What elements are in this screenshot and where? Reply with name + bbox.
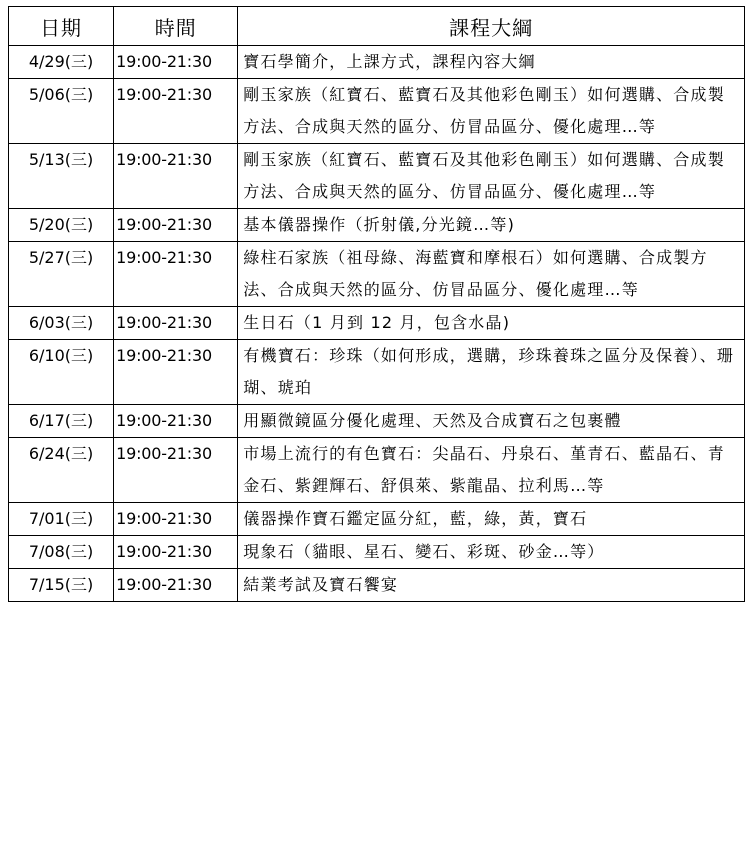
cell-outline: 市場上流行的有色寶石：尖晶石、丹泉石、堇青石、藍晶石、青金石、紫鋰輝石、舒俱萊、紫龍晶、拉利馬…等 (238, 438, 745, 503)
cell-outline: 生日石（1 月到 12 月，包含水晶) (238, 307, 745, 340)
cell-date: 7/08(三) (9, 536, 114, 569)
table-row (9, 503, 745, 536)
table-row (9, 307, 745, 340)
table-row (9, 340, 745, 405)
cell-date: 5/27(三) (9, 242, 114, 307)
cell-outline: 現象石（貓眼、星石、變石、彩斑、砂金…等） (238, 536, 745, 569)
table-row (9, 79, 745, 144)
cell-outline: 結業考試及寶石饗宴 (238, 569, 745, 602)
cell-outline: 儀器操作寶石鑑定區分紅，藍，綠，黃，寶石 (238, 503, 745, 536)
cell-time: 19:00-21:30 (114, 242, 238, 307)
cell-outline: 剛玉家族（紅寶石、藍寶石及其他彩色剛玉）如何選購、合成製方法、合成與天然的區分、仿冒品區分、優化處理…等 (238, 144, 745, 209)
cell-date: 6/10(三) (9, 340, 114, 405)
cell-outline: 基本儀器操作（折射儀,分光鏡…等) (238, 209, 745, 242)
cell-outline: 綠柱石家族（祖母綠、海藍寶和摩根石）如何選購、合成製方法、合成與天然的區分、仿冒品區分、優化處理…等 (238, 242, 745, 307)
cell-time: 19:00-21:30 (114, 569, 238, 602)
cell-outline: 寶石學簡介，上課方式，課程內容大綱 (238, 46, 745, 79)
table-row (9, 242, 745, 307)
cell-time: 19:00-21:30 (114, 340, 238, 405)
cell-time: 19:00-21:30 (114, 209, 238, 242)
cell-date: 7/01(三) (9, 503, 114, 536)
cell-date: 6/24(三) (9, 438, 114, 503)
header-outline: 課程大綱 (238, 7, 745, 46)
cell-time: 19:00-21:30 (114, 144, 238, 209)
cell-date: 4/29(三) (9, 46, 114, 79)
table-row (9, 569, 745, 602)
cell-time: 19:00-21:30 (114, 405, 238, 438)
table-row (9, 438, 745, 503)
cell-outline: 用顯微鏡區分優化處理、天然及合成寶石之包裹體 (238, 405, 745, 438)
cell-date: 6/17(三) (9, 405, 114, 438)
table-row (9, 209, 745, 242)
cell-date: 7/15(三) (9, 569, 114, 602)
cell-outline: 剛玉家族（紅寶石、藍寶石及其他彩色剛玉）如何選購、合成製方法、合成與天然的區分、仿冒品區分、優化處理…等 (238, 79, 745, 144)
cell-time: 19:00-21:30 (114, 503, 238, 536)
table-body (9, 46, 745, 602)
cell-time: 19:00-21:30 (114, 438, 238, 503)
table-row (9, 144, 745, 209)
table-header (9, 7, 745, 46)
table-row (9, 536, 745, 569)
cell-date: 6/03(三) (9, 307, 114, 340)
cell-date: 5/20(三) (9, 209, 114, 242)
cell-date: 5/13(三) (9, 144, 114, 209)
cell-time: 19:00-21:30 (114, 536, 238, 569)
cell-time: 19:00-21:30 (114, 46, 238, 79)
header-time: 時間 (114, 7, 238, 46)
table-row (9, 405, 745, 438)
header-row (9, 7, 745, 46)
course-schedule-table (8, 6, 745, 602)
cell-outline: 有機寶石：珍珠（如何形成，選購，珍珠養珠之區分及保養）、珊瑚、琥珀 (238, 340, 745, 405)
cell-date: 5/06(三) (9, 79, 114, 144)
header-date: 日期 (9, 7, 114, 46)
cell-time: 19:00-21:30 (114, 79, 238, 144)
table-row (9, 46, 745, 79)
cell-time: 19:00-21:30 (114, 307, 238, 340)
